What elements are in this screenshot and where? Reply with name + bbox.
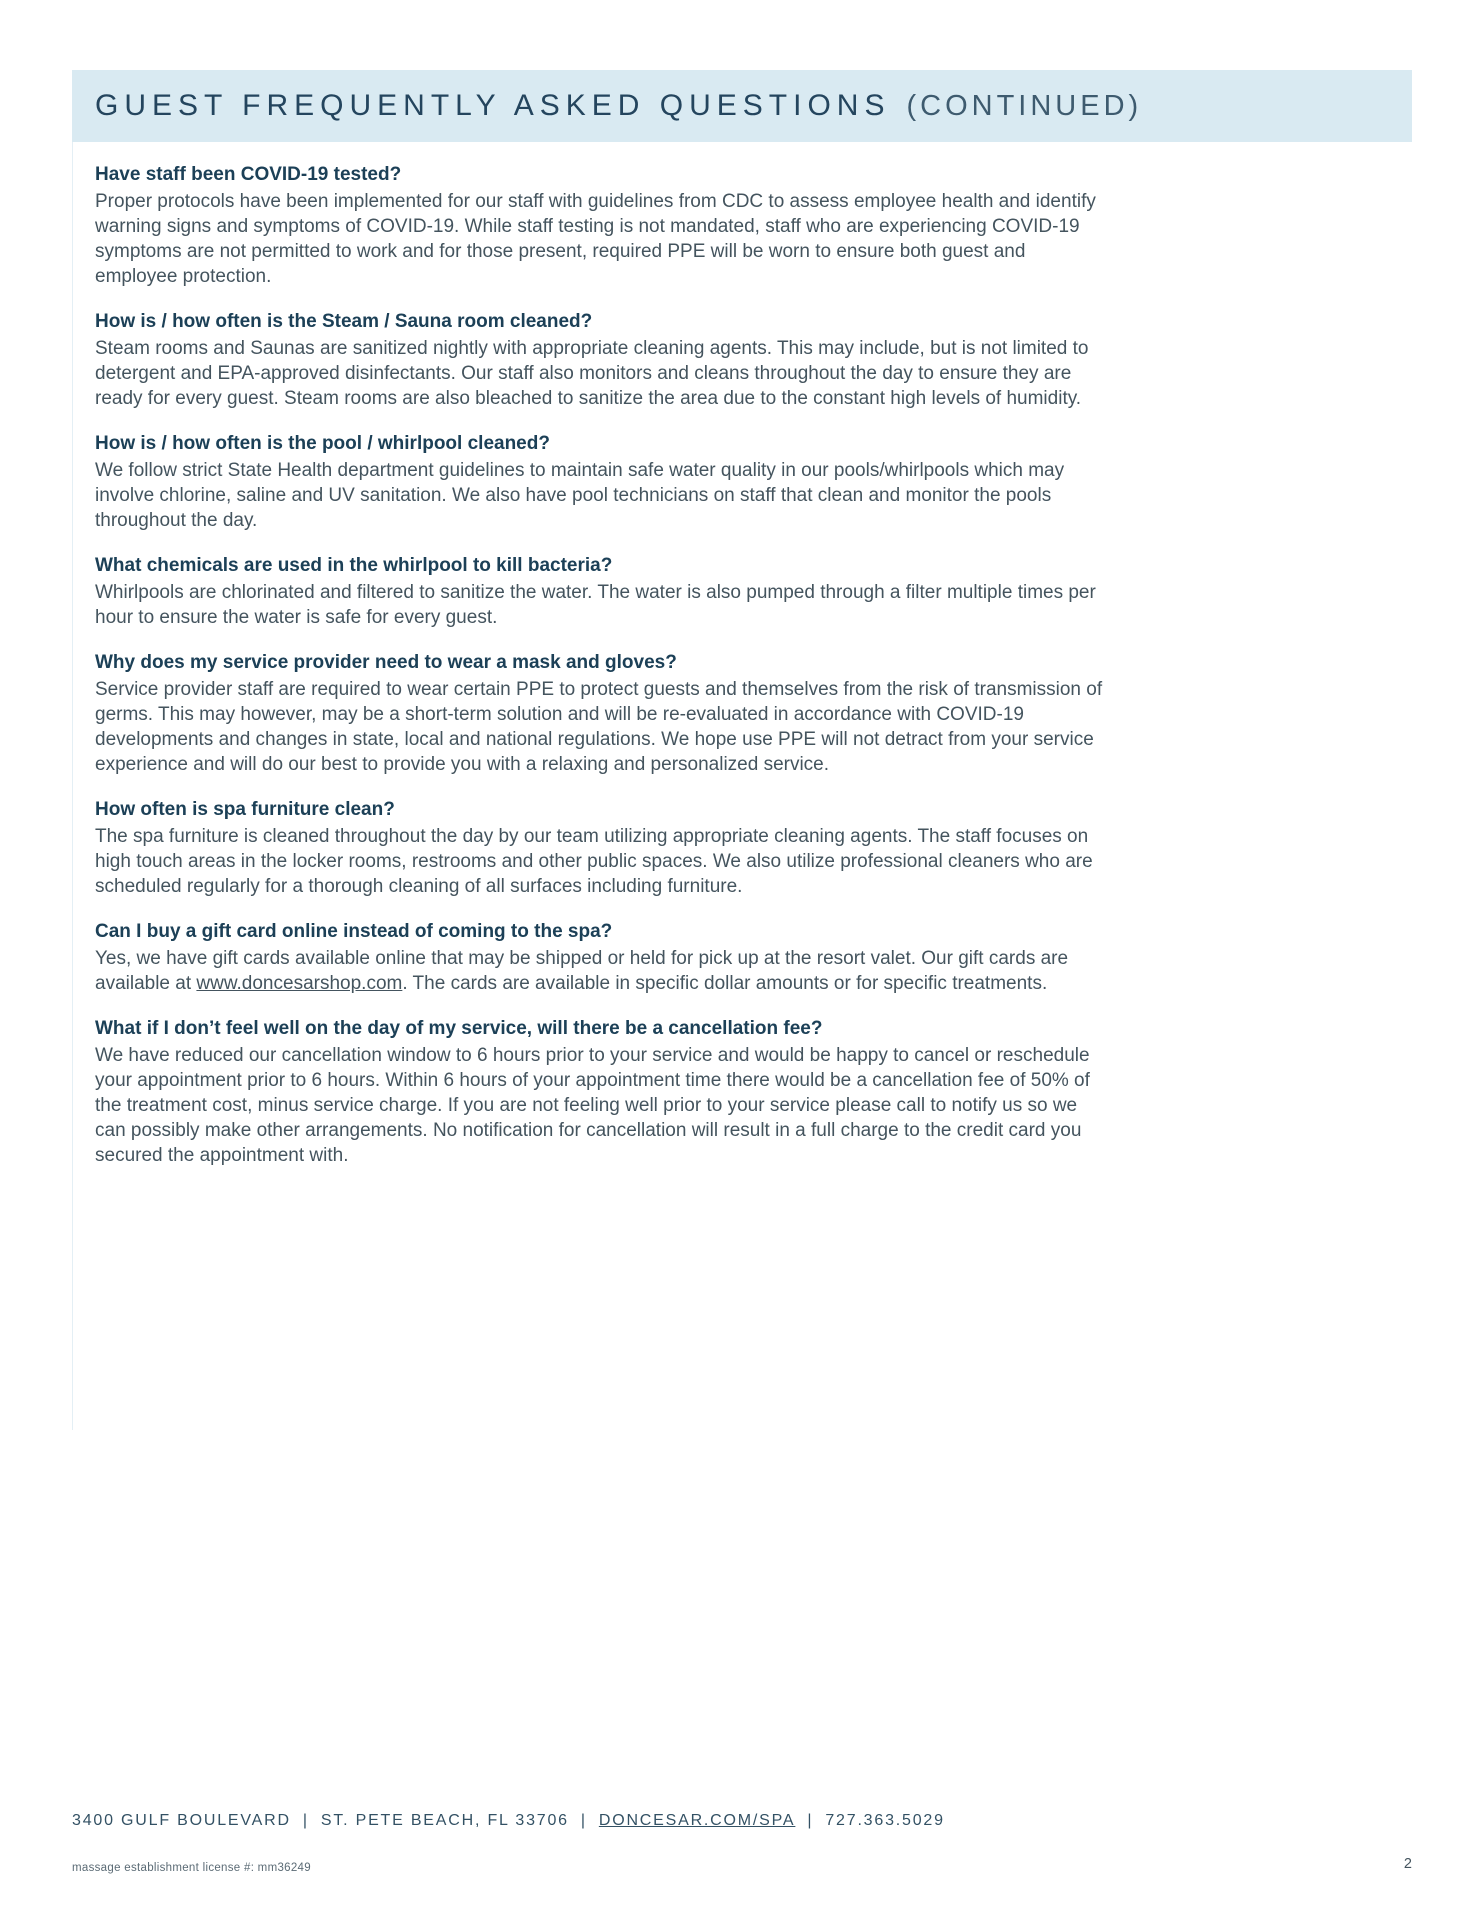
faq-item xyxy=(95,1016,1111,1168)
faq-item xyxy=(95,797,1111,899)
faq-question: What if I don’t feel well on the day of my service, will there be a cancellation fee? xyxy=(95,1018,823,1039)
footer-phone: 727.363.5029 xyxy=(825,1812,945,1829)
faq-question: Why does my service provider need to wear a mask and gloves? xyxy=(95,652,677,673)
faq-item xyxy=(95,162,1111,289)
faq-question: How is / how often is the Steam / Sauna room cleaned? xyxy=(95,311,593,332)
footer-separator: | xyxy=(807,1812,814,1829)
footer-website-link[interactable]: DONCESAR.COM/SPA xyxy=(598,1812,796,1829)
page-number: 2 xyxy=(1403,1856,1412,1872)
faq-answer: Whirlpools are chlorinated and filtered to sanitize the water. The water is also pumped through a filter multiple times per hour to ensure the water is safe for every guest. xyxy=(95,582,1096,628)
footer-license-text: massage establishment license #: mm36249 xyxy=(72,1862,311,1874)
faq-answer: Service provider staff are required to wear certain PPE to protect guests and themselves from the risk of transmission of germs. This may however, may be a short-term solution and will be re-evaluated in accordance with COVID-19 developments and changes in state, local and national regulations. We hope use PPE will not detract from your service experience and will do our best to provide you with a relaxing and personalized service. xyxy=(95,679,1103,775)
faq-answer xyxy=(95,946,1111,996)
footer-city: ST. PETE BEACH, FL 33706 xyxy=(320,1812,569,1829)
footer-separator: | xyxy=(302,1812,309,1829)
faq-question: How often is spa furniture clean? xyxy=(95,799,395,820)
faq-answer: Proper protocols have been implemented for our staff with guidelines from CDC to assess employee health and identify warning signs and symptoms of COVID-19. While staff testing is not mandated, staff who are experiencing COVID-19 symptoms are not permitted to work and for those present, required PPE will be worn to ensure both guest and employee protection. xyxy=(95,191,1096,287)
faq-answer-text: Yes, we have gift cards available online that may be shipped or held for pick up at the resort valet. Our gift cards are available at xyxy=(95,948,1069,994)
faq-answer: The spa furniture is cleaned throughout the day by our team utilizing appropriate cleaning agents. The staff focuses on high touch areas in the locker rooms, restrooms and other public spaces. We also utilize professional cleaners who are scheduled regularly for a thorough cleaning of all surfaces including furniture. xyxy=(95,826,1093,897)
footer-separator: | xyxy=(580,1812,587,1829)
faq-item xyxy=(95,431,1111,533)
gift-shop-link[interactable]: www.doncesarshop.com xyxy=(196,973,403,994)
faq-answer: We have reduced our cancellation window to 6 hours prior to your service and would be happy to cancel or reschedule your appointment prior to 6 hours. Within 6 hours of your appointment time there would be a cancellation fee of 50% of the treatment cost, minus service charge. If you are not feeling well prior to your service please call to notify us so we can possibly make other arrangements. No notification for cancellation will result in a full charge to the credit card you secured the appointment with. xyxy=(95,1045,1090,1166)
faq-answer: We follow strict State Health department guidelines to maintain safe water quality in our pools/whirlpools which may involve chlorine, saline and UV sanitation. We also have pool technicians on staff that clean and monitor the pools throughout the day. xyxy=(95,460,1065,531)
faq-answer-text: . The cards are available in specific dollar amounts or for specific treatments. xyxy=(402,973,1048,994)
page-header-band xyxy=(72,70,1412,142)
faq-question: Can I buy a gift card online instead of coming to the spa? xyxy=(95,921,613,942)
page-title: GUEST FREQUENTLY ASKED QUESTIONS xyxy=(95,89,891,122)
faq-question: How is / how often is the pool / whirlpool cleaned? xyxy=(95,433,550,454)
content-left-hairline xyxy=(72,142,73,1430)
footer-street: 3400 GULF BOULEVARD xyxy=(72,1812,291,1829)
faq-question: Have staff been COVID-19 tested? xyxy=(95,164,402,185)
footer-address-line xyxy=(72,1812,945,1830)
faq-item xyxy=(95,919,1111,996)
faq-answer: Steam rooms and Saunas are sanitized nightly with appropriate cleaning agents. This may include, but is not limited to detergent and EPA-approved disinfectants. Our staff also monitors and cleans throughout the day to ensure they are ready for every guest. Steam rooms are also bleached to sanitize the area due to the constant high levels of humidity. xyxy=(95,338,1089,409)
faq-item xyxy=(95,553,1111,630)
page-title-suffix: (CONTINUED) xyxy=(906,89,1143,122)
faq-item xyxy=(95,309,1111,411)
faq-question: What chemicals are used in the whirlpool to kill bacteria? xyxy=(95,555,613,576)
faq-item xyxy=(95,650,1111,777)
faq-content xyxy=(95,162,1111,1188)
